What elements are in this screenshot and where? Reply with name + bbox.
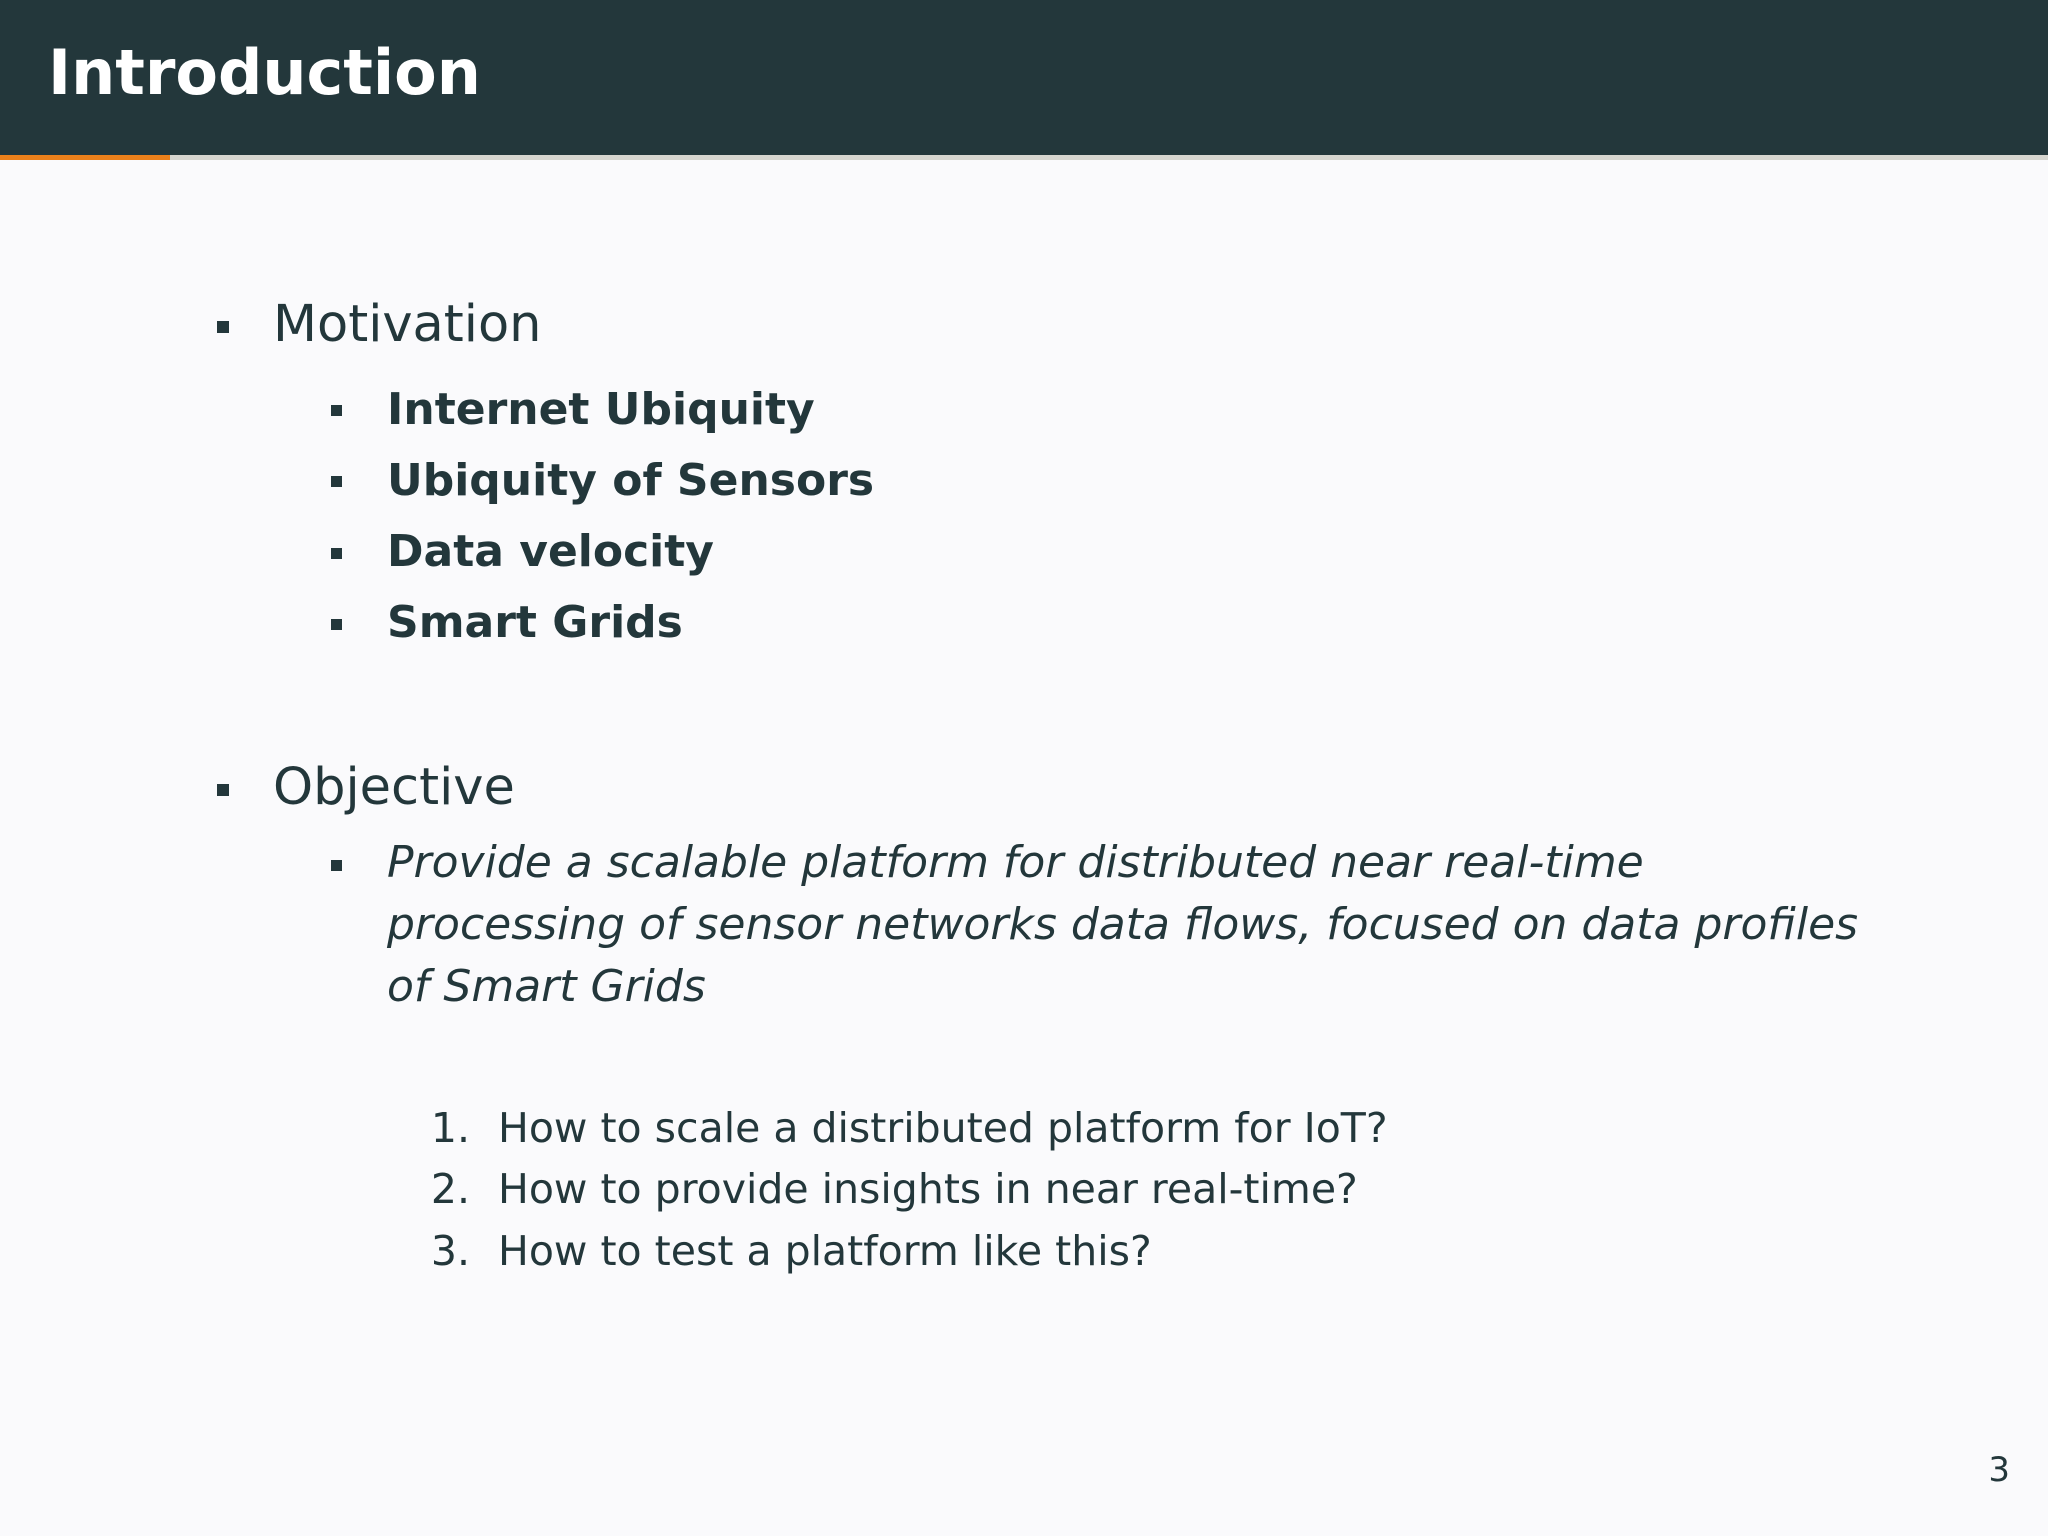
progress-bar-fill xyxy=(0,155,170,160)
question-number: 1. xyxy=(430,1104,470,1152)
list-item: Internet Ubiquity xyxy=(387,384,815,435)
page-number: 3 xyxy=(1988,1450,2010,1490)
bullet-icon xyxy=(331,405,342,416)
list-item: Data velocity xyxy=(387,526,714,577)
question-text: How to test a platform like this? xyxy=(498,1227,1152,1275)
section-heading-motivation: Motivation xyxy=(273,295,542,354)
section-heading-objective: Objective xyxy=(273,758,515,817)
list-item: Ubiquity of Sensors xyxy=(387,455,875,506)
question-number: 2. xyxy=(430,1165,470,1213)
bullet-icon xyxy=(331,619,342,630)
question-number: 3. xyxy=(430,1227,470,1275)
bullet-icon xyxy=(331,860,342,871)
bullet-icon xyxy=(331,476,342,487)
bullet-icon xyxy=(331,548,342,559)
list-item: Smart Grids xyxy=(387,597,683,648)
slide-title: Introduction xyxy=(48,36,481,109)
question-text: How to provide insights in near real-time? xyxy=(498,1165,1358,1213)
objective-statement: Provide a scalable platform for distributed near real-time processing of sensor networks data flows, focused on data profiles of Smart Grids xyxy=(387,837,1859,1012)
bullet-icon xyxy=(217,784,229,796)
slide-header xyxy=(0,0,2048,155)
question-text: How to scale a distributed platform for IoT? xyxy=(498,1104,1388,1152)
bullet-icon xyxy=(217,321,229,333)
progress-bar xyxy=(0,155,2048,160)
